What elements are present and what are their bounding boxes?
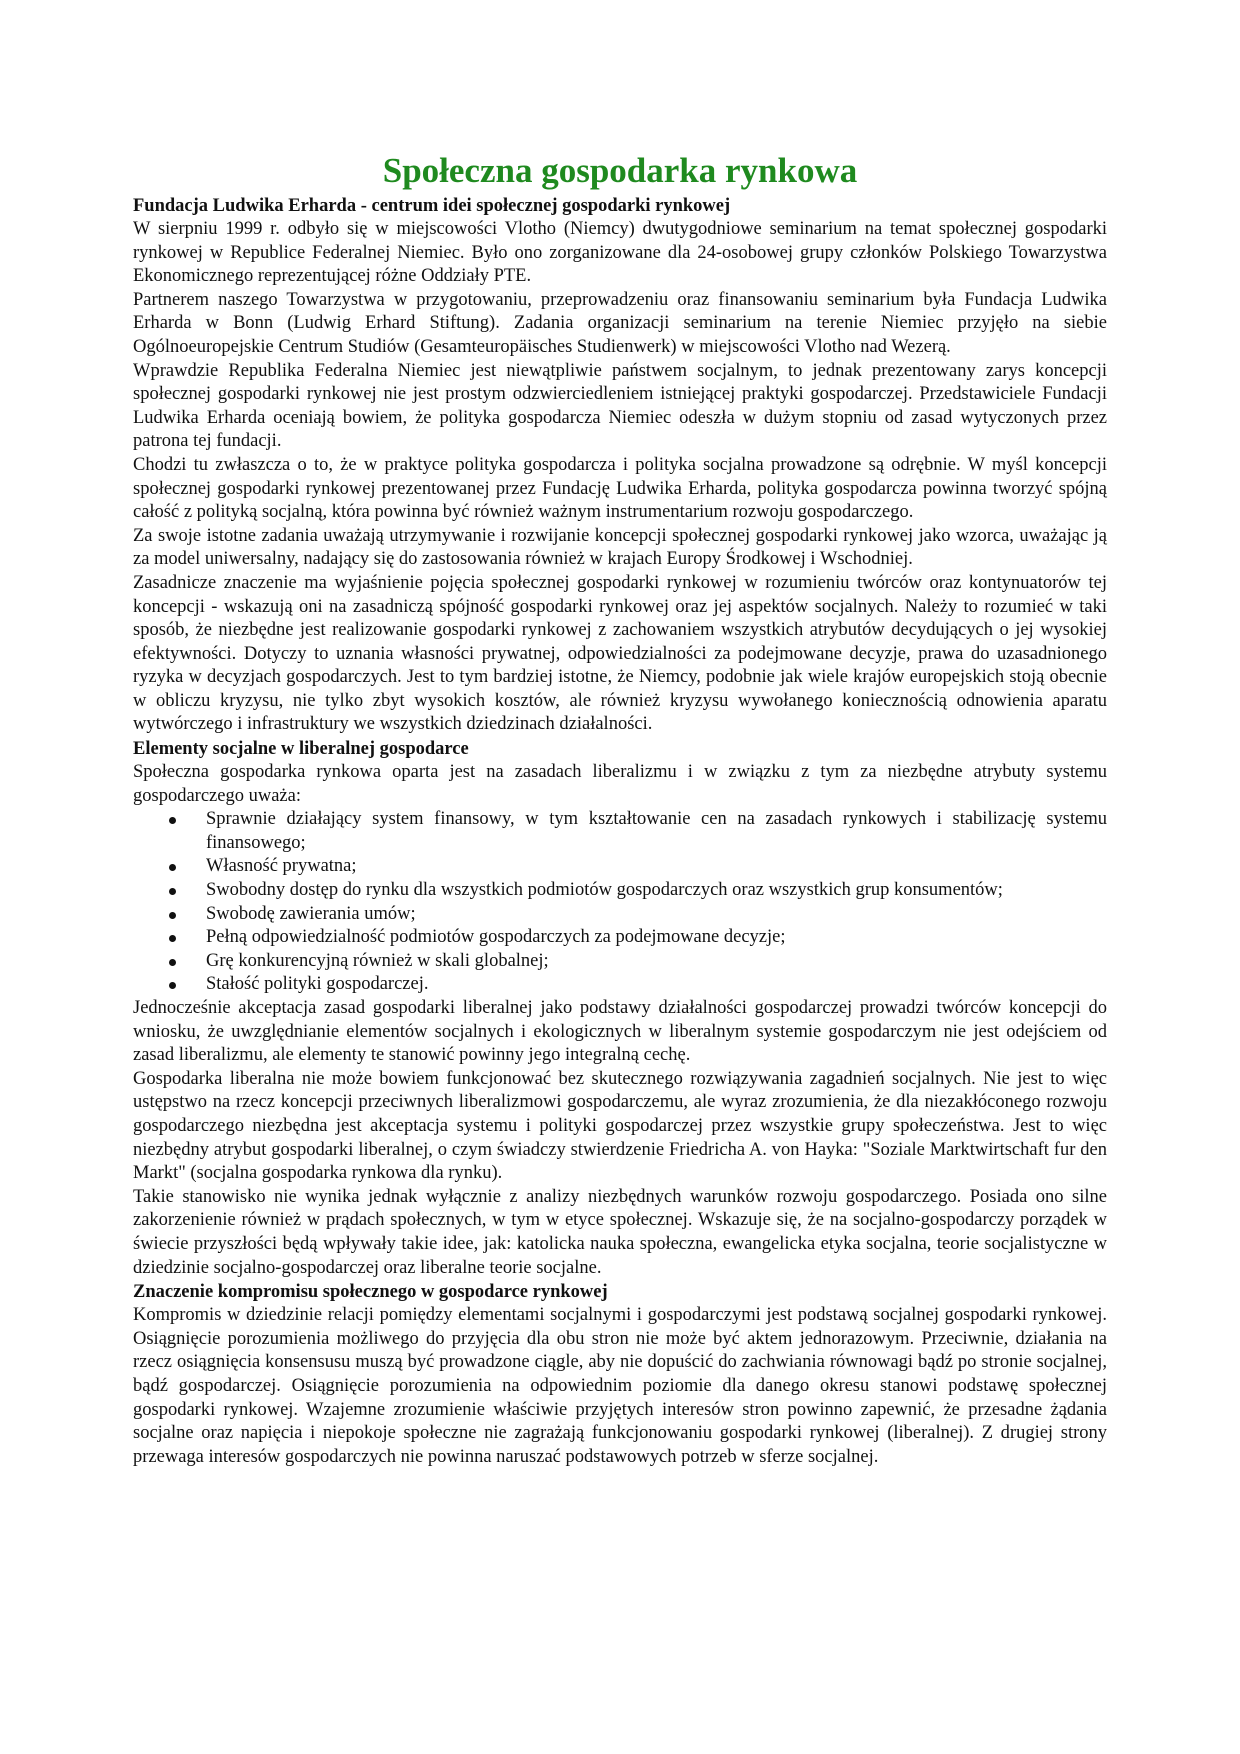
list-item-text: Swobodny dostęp do rynku dla wszystkich podmiotów gospodarczych oraz wszystkich grup konsumentów; [206, 880, 1003, 901]
bullet-icon [169, 817, 176, 824]
bullet-icon [169, 888, 176, 895]
list-item-text: Pełną odpowiedzialność podmiotów gospodarczych za podejmowane decyzje; [206, 927, 786, 948]
list-item [206, 808, 1107, 855]
section-heading-social-elements: Elementy socjalne w liberalnej gospodarce [133, 739, 469, 760]
list-item-text: Własność prywatna; [206, 856, 357, 877]
list-item [206, 973, 1107, 997]
list-item [206, 879, 1107, 903]
paragraph: Chodzi tu zwłaszcza o to, że w praktyce polityka gospodarcza i polityka socjalna prowadzone są odrębnie. W myśl koncepcji społecznej gospodarki rynkowej prezentowanej przez Fundację Ludwika Erharda, polityka gospodarcza powinna tworzyć spójną całość z polityką socjalną, która powinna być również ważnym instrumentarium rozwoju gospodarczego. [133, 454, 1107, 523]
bullet-icon [169, 959, 176, 966]
paragraph: Takie stanowisko nie wynika jednak wyłącznie z analizy niezbędnych warunków rozwoju gospodarczego. Posiada ono silne zakorzenienie również w prądach społecznych, w tym w etyce społecznej. Wskazuje się, że na socjalno-gospodarczy porządek w świecie przyszłości będą wpływały takie idee, jak: katolicka nauka społeczna, ewangelicka etyka socjalna, teorie socjalistyczne w dziedzinie socjalno-gospodarczej oraz liberalne teorie socjalne. [133, 1186, 1107, 1278]
paragraph: Jednocześnie akceptacja zasad gospodarki liberalnej jako podstawy działalności gospodarczej prowadzi twórców koncepcji do wniosku, że uwzględnianie elementów socjalnych i ekologicznych w liberalnym systemie gospodarczym nie jest odejściem od zasad liberalizmu, ale elementy te stanowić powinny jego integralną cechę. [133, 998, 1107, 1066]
paragraph: Wprawdzie Republika Federalna Niemiec jest niewątpliwie państwem socjalnym, to jednak prezentowany zarys koncepcji społecznej gospodarki rynkowej nie jest prostym odzwierciedleniem istniejącej praktyki gospodarczej. Przedstawiciele Fundacji Ludwika Erharda oceniają bowiem, że polityka gospodarcza Niemiec odeszła w dużym stopniu od zasad wytyczonych przez patrona tej fundacji. [133, 360, 1107, 452]
bullet-icon [169, 935, 176, 942]
list-item [206, 903, 1107, 927]
document-page [133, 150, 1107, 1469]
paragraph: Kompromis w dziedzinie relacji pomiędzy elementami socjalnymi i gospodarczymi jest podstawą socjalnej gospodarki rynkowej. Osiągnięcie porozumienia możliwego do przyjęcia dla obu stron nie może być aktem jednorazowym. Przeciwnie, działania na rzecz osiągnięcia konsensusu muszą być prowadzone ciągle, aby nie dopuścić do zachwiania równowagi bądź po stronie socjalnej, bądź gospodarczej. Osiągnięcie porozumienia na odpowiednim poziomie dla danego okresu stanowi podstawę społecznej gospodarki rynkowej. Wzajemne zrozumienie właściwie przyjętych interesów stron powinno zapewnić, że przesadne żądania socjalne oraz napięcia i niepokoje społeczne nie zagrażają funkcjonowaniu gospodarki rynkowej (liberalnej). Z drugiej strony przewaga interesów gospodarczych nie powinna naruszać podstawowych potrzeb w sferze socjalnej. [133, 1305, 1107, 1467]
list-item-text: Stałość polityki gospodarczej. [206, 974, 429, 995]
attributes-bullet-list [133, 808, 1107, 997]
list-item-text: Sprawnie działający system finansowy, w tym kształtowanie cen na zasadach rynkowych i stabilizację systemu finansowego; [206, 809, 1107, 853]
bullet-icon [169, 864, 176, 871]
list-item-text: Swobodę zawierania umów; [206, 903, 416, 924]
paragraph: Społeczna gospodarka rynkowa oparta jest na zasadach liberalizmu i w związku z tym za niezbędne atrybuty systemu gospodarczego uważa: [133, 762, 1107, 806]
paragraph: Za swoje istotne zadania uważają utrzymywanie i rozwijanie koncepcji społecznej gospodarki rynkowej jako wzorca, uważając ją za model uniwersalny, nadający się do zastosowania również w krajach Europy Środkowej i Wschodniej. [133, 525, 1107, 570]
section-heading-erhard-foundation: Fundacja Ludwika Erharda - centrum idei społecznej gospodarki rynkowej [133, 196, 731, 216]
bullet-icon [169, 982, 176, 989]
list-item-text: Grę konkurencyjną również w skali globalnej; [206, 950, 549, 971]
list-item [206, 855, 1107, 879]
paragraph: Gospodarka liberalna nie może bowiem funkcjonować bez skutecznego rozwiązywania zagadnień socjalnych. Nie jest to więc ustępstwo na rzecz koncepcji przeciwnych liberalizmowi gospodarczemu, ale wyraz zrozumienia, że dla niezakłóconego rozwoju gospodarczego niezbędna jest akceptacja systemu i polityki gospodarczej przez wszystkie grupy społeczeństwa. Jest to więc niezbędny atrybut gospodarki liberalnej, o czym świadczy stwierdzenie Friedricha A. von Hayka: "Soziale Marktwirtschaft fur den Markt" (socjalna gospodarka rynkowa dla rynku). [133, 1068, 1107, 1184]
paragraph: W sierpniu 1999 r. odbyło się w miejscowości Vlotho (Niemcy) dwutygodniowe seminarium na temat społecznej gospodarki rynkowej w Republice Federalnej Niemiec. Było ono zorganizowane dla 24-osobowej grupy członków Polskiego Towarzystwa Ekonomicznego reprezentującej różne Oddziały PTE. [133, 219, 1107, 287]
bullet-icon [169, 912, 176, 919]
document-title: Społeczna gospodarka rynkowa [382, 151, 858, 190]
paragraph: Zasadnicze znaczenie ma wyjaśnienie pojęcia społecznej gospodarki rynkowej w rozumieniu twórców oraz kontynuatorów tej koncepcji - wskazują oni na zasadniczą spójność gospodarki rynkowej oraz jej aspektów socjalnych. Należy to rozumieć w taki sposób, że niezbędne jest realizowanie gospodarki rynkowej z zachowaniem wszystkich atrybutów decydujących o jej wysokiej efektywności. Dotyczy to uznania własności prywatnej, odpowiedzialności za podejmowane decyzje, prawa do uzasadnionego ryzyka w decyzjach gospodarczych. Jest to tym bardziej istotne, że Niemcy, podobnie jak wiele krajów europejskich stoją obecnie w obliczu kryzysu, nie tylko zbyt wysokich kosztów, ale również kryzysu wywołanego koniecznością odnowienia aparatu wytwórczego i infrastruktury we wszystkich dziedzinach działalności. [133, 572, 1107, 735]
list-item [206, 950, 1107, 974]
section-heading-social-compromise: Znaczenie kompromisu społecznego w gospodarce rynkowej [133, 1282, 608, 1303]
paragraph: Partnerem naszego Towarzystwa w przygotowaniu, przeprowadzeniu oraz finansowaniu seminarium była Fundacja Ludwika Erharda w Bonn (Ludwig Erhard Stiftung). Zadania organizacji seminarium na terenie Niemiec przyjęło na siebie Ogólnoeuropejskie Centrum Studiów (Gesamteuropäisches Studienwerk) w miejscowości Vlotho nad Wezerą. [133, 289, 1107, 357]
list-item [206, 926, 1107, 950]
